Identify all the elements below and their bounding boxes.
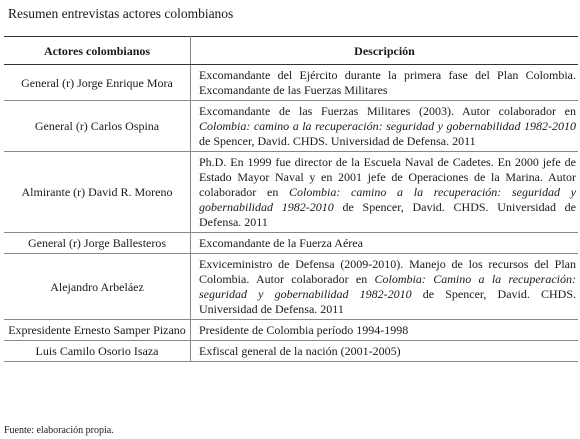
description-text: de Spencer, David. CHDS. Universidad de Defensa. 2011	[199, 287, 576, 316]
description-text: Exviceministro de Defensa (2009-2010). Manejo de los recursos del Plan Colombia. Autor colaborador en	[199, 257, 576, 286]
header-description: Descripción	[191, 37, 579, 65]
actor-cell: General (r) Carlos Ospina	[4, 101, 191, 152]
table-header-row	[4, 37, 578, 65]
book-title-italic: Colombia: camino a la recuperación: seguridad y gobernabilidad 1982-2010	[199, 119, 576, 133]
book-title-italic: Colombia: Camino a la recuperación: seguridad y gobernabilidad 1982-2010	[199, 272, 576, 301]
source-note: Fuente: elaboración propia.	[4, 425, 114, 436]
table-row	[4, 341, 578, 362]
description-text: Presidente de Colombia período 1994-1998	[199, 323, 409, 337]
actor-cell: Alejandro Arbeláez	[4, 254, 191, 320]
description-text: de Spencer, David. CHDS. Universidad de Defensa. 2011	[199, 200, 577, 229]
description-cell	[191, 341, 579, 362]
table-row	[4, 101, 578, 152]
table-row	[4, 65, 578, 101]
document-title: Resumen entrevistas actores colombianos	[8, 6, 234, 21]
description-cell	[191, 233, 579, 254]
description-text: Exfiscal general de la nación (2001-2005)	[199, 344, 401, 358]
description-text: Excomandante de la Fuerza Aérea	[199, 236, 363, 250]
actor-cell: General (r) Jorge Enrique Mora	[4, 65, 191, 101]
book-title-italic: Colombia: camino a la recuperación: seguridad y gobernabilidad 1982-2010	[199, 185, 576, 214]
actor-cell: Expresidente Ernesto Samper Pizano	[4, 320, 191, 341]
description-cell	[191, 101, 579, 152]
table-row	[4, 254, 578, 320]
interviews-table	[4, 36, 578, 362]
table-body	[4, 65, 578, 362]
actor-cell: General (r) Jorge Ballesteros	[4, 233, 191, 254]
header-actors: Actores colombianos	[4, 37, 191, 65]
description-cell	[191, 254, 579, 320]
description-text: de Spencer, David. CHDS. Universidad de Defensa. 2011	[199, 134, 476, 148]
table-row	[4, 233, 578, 254]
description-text: Excomandante de las Fuerzas Militares (2003). Autor colaborador en	[199, 104, 576, 118]
description-text: Excomandante del Ejército durante la primera fase del Plan Colombia. Excomandante de las Fuerzas Militares	[199, 68, 576, 97]
actor-cell: Luis Camilo Osorio Isaza	[4, 341, 191, 362]
description-text: Ph.D. En 1999 fue director de la Escuela Naval de Cadetes. En 2000 jefe de Estado Mayor Naval y en 2001 jefe de Operaciones de la Marina. Autor colaborador en	[199, 155, 576, 199]
description-cell	[191, 65, 579, 101]
table-row	[4, 320, 578, 341]
description-cell	[191, 152, 579, 233]
description-cell	[191, 320, 579, 341]
table-row	[4, 152, 578, 233]
actor-cell: Almirante (r) David R. Moreno	[4, 152, 191, 233]
